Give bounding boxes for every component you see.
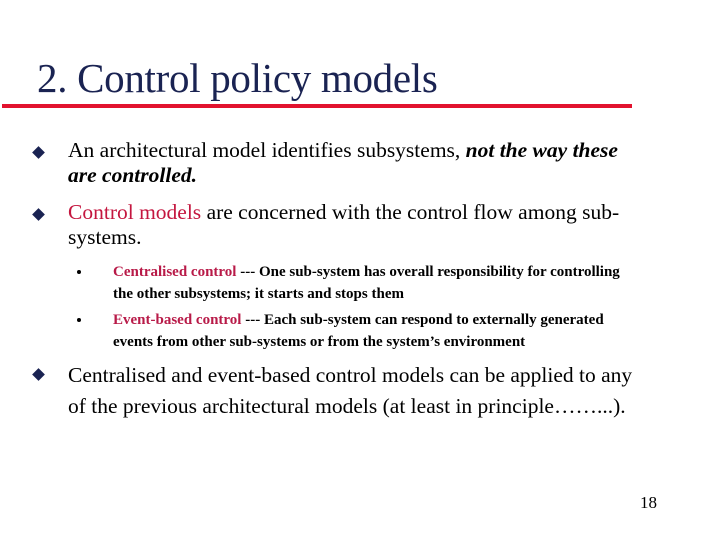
sub-bullet-text bbox=[113, 309, 703, 353]
bullet-line bbox=[68, 225, 698, 250]
sub-bullet-line: events from other sub-systems or from the system’s environment bbox=[113, 334, 526, 350]
dot-bullet-icon bbox=[77, 270, 81, 274]
plain-text: --- One sub-system has overall responsibility for controlling bbox=[236, 264, 620, 280]
highlighted-term: Centralised control bbox=[113, 264, 237, 280]
highlighted-term: Control models bbox=[68, 200, 202, 224]
bullet-line bbox=[68, 200, 698, 225]
page-number: 18 bbox=[640, 493, 657, 512]
diamond-bullet-icon bbox=[32, 146, 45, 159]
emphasized-text: are controlled. bbox=[68, 163, 197, 187]
bullet-text bbox=[68, 200, 698, 250]
sub-bullet-text bbox=[113, 261, 703, 305]
dot-bullet-icon bbox=[77, 318, 81, 322]
plain-text: systems. bbox=[68, 225, 142, 249]
bullet-line bbox=[68, 163, 698, 188]
slide-title: 2. Control policy models bbox=[37, 55, 438, 101]
bullet-text bbox=[68, 138, 698, 188]
sub-bullet-line: the other subsystems; it starts and stops them bbox=[113, 286, 404, 302]
bullet-text bbox=[68, 360, 698, 422]
plain-text: are concerned with the control flow among sub- bbox=[201, 200, 620, 224]
diamond-bullet-icon bbox=[32, 208, 45, 221]
highlighted-term: Event-based control bbox=[113, 312, 242, 328]
sub-bullet-line bbox=[113, 309, 703, 331]
plain-text: --- Each sub-system can respond to externally generated bbox=[241, 312, 604, 328]
bullet-line: Centralised and event-based control models can be applied to any bbox=[68, 363, 633, 387]
bullet-line bbox=[68, 138, 698, 163]
bullet-line: of the previous architectural models (at least in principle……...). bbox=[68, 394, 626, 418]
diamond-bullet-icon bbox=[32, 368, 45, 381]
plain-text: An architectural model identifies subsystems, bbox=[68, 138, 466, 162]
sub-bullet-line bbox=[113, 261, 703, 283]
emphasized-text: not the way these bbox=[465, 138, 618, 162]
title-underline-rule bbox=[2, 104, 632, 108]
